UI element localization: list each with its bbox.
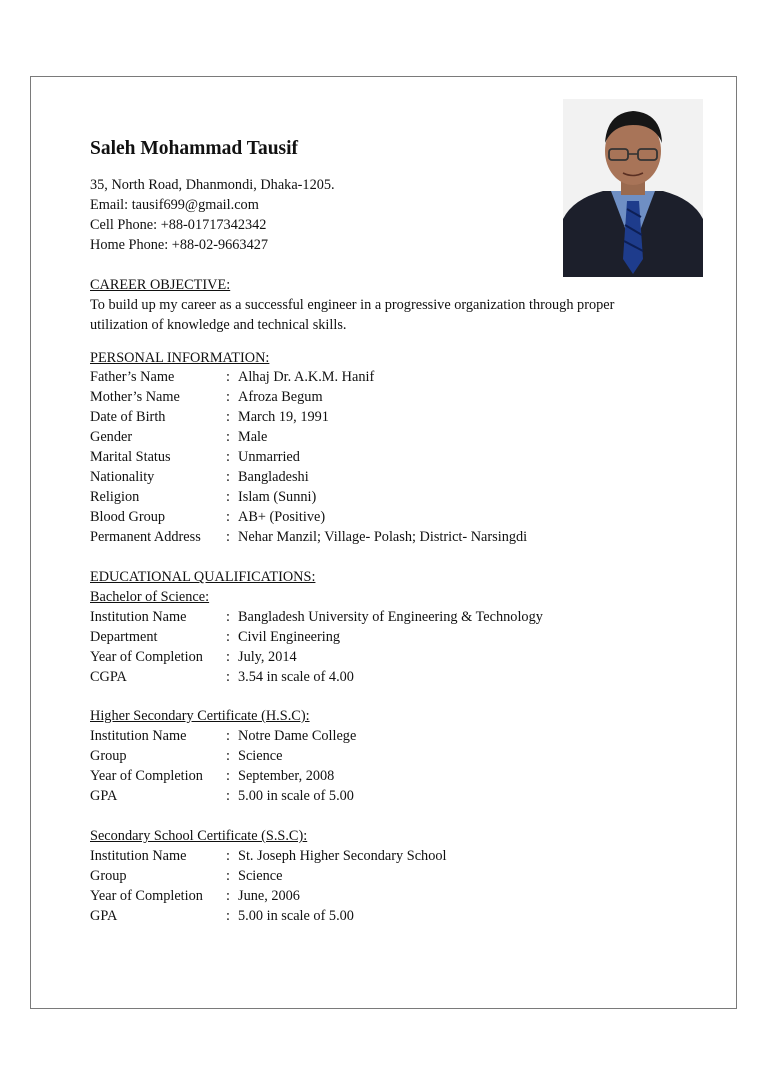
edu-value: 5.00 in scale of 5.00 [238,908,354,924]
edu-value: September, 2008 [238,768,335,784]
info-label: Mother’s Name [90,389,180,405]
colon: : [226,649,230,665]
edu-value: St. Joseph Higher Secondary School [238,848,447,864]
hsc-title: Higher Secondary Certificate (H.S.C): [90,708,310,724]
colon: : [226,529,230,545]
edu-value: 5.00 in scale of 5.00 [238,788,354,804]
edu-label: Group [90,868,127,884]
edu-value: 3.54 in scale of 4.00 [238,669,354,685]
education-heading: EDUCATIONAL QUALIFICATIONS: [90,569,316,585]
edu-label: Department [90,629,158,645]
colon: : [226,728,230,744]
info-value: Islam (Sunni) [238,489,317,505]
edu-label: Year of Completion [90,888,203,904]
cell-phone-line: Cell Phone: +88-01717342342 [90,217,267,233]
info-value: Nehar Manzil; Village- Polash; District- Narsingdi [238,529,528,545]
info-value: Alhaj Dr. A.K.M. Hanif [238,369,375,385]
email-line: Email: tausif699@gmail.com [90,197,259,213]
info-label: Religion [90,489,140,505]
home-phone-line: Home Phone: +88-02-9663427 [90,237,269,253]
colon: : [226,908,230,924]
objective-text-2: utilization of knowledge and technical skills. [90,317,347,333]
edu-label: GPA [90,788,118,804]
objective-text-1: To build up my career as a successful engineer in a progressive organization through proper [90,297,615,313]
edu-label: Group [90,748,127,764]
bsc-title: Bachelor of Science: [90,589,210,605]
edu-value: Science [238,868,283,884]
edu-label: Institution Name [90,728,187,744]
info-label: Father’s Name [90,369,175,385]
edu-value: Civil Engineering [238,629,341,645]
edu-label: Year of Completion [90,649,203,665]
info-label: Marital Status [90,449,171,465]
colon: : [226,429,230,445]
info-value: Male [238,429,268,445]
info-value: Unmarried [238,449,300,465]
info-value: March 19, 1991 [238,409,329,425]
colon: : [226,489,230,505]
colon: : [226,748,230,764]
info-label: Nationality [90,469,155,485]
colon: : [226,788,230,804]
info-label: Blood Group [90,509,166,525]
colon: : [226,389,230,405]
ssc-title: Secondary School Certificate (S.S.C): [90,828,308,844]
colon: : [226,409,230,425]
colon: : [226,509,230,525]
colon: : [226,449,230,465]
edu-value: Notre Dame College [238,728,357,744]
info-label: Date of Birth [90,409,166,425]
edu-label: GPA [90,908,118,924]
colon: : [226,768,230,784]
info-label: Gender [90,429,133,445]
colon: : [226,888,230,904]
edu-label: Institution Name [90,848,187,864]
info-value: AB+ (Positive) [238,509,326,525]
edu-value: Science [238,748,283,764]
colon: : [226,369,230,385]
edu-value: June, 2006 [238,888,300,904]
info-value: Afroza Begum [238,389,323,405]
edu-label: Year of Completion [90,768,203,784]
edu-value: Bangladesh University of Engineering & Technology [238,609,543,625]
career-objective-heading: CAREER OBJECTIVE: [90,277,231,293]
edu-value: July, 2014 [238,649,297,665]
profile-photo [563,99,703,277]
edu-label: CGPA [90,669,127,685]
applicant-name: Saleh Mohammad Tausif [90,138,299,159]
address-line: 35, North Road, Dhanmondi, Dhaka-1205. [90,177,335,193]
colon: : [226,609,230,625]
colon: : [226,669,230,685]
edu-label: Institution Name [90,609,187,625]
info-label: Permanent Address [90,529,201,545]
colon: : [226,629,230,645]
personal-info-heading: PERSONAL INFORMATION: [90,350,270,366]
colon: : [226,868,230,884]
info-value: Bangladeshi [238,469,309,485]
colon: : [226,469,230,485]
colon: : [226,848,230,864]
